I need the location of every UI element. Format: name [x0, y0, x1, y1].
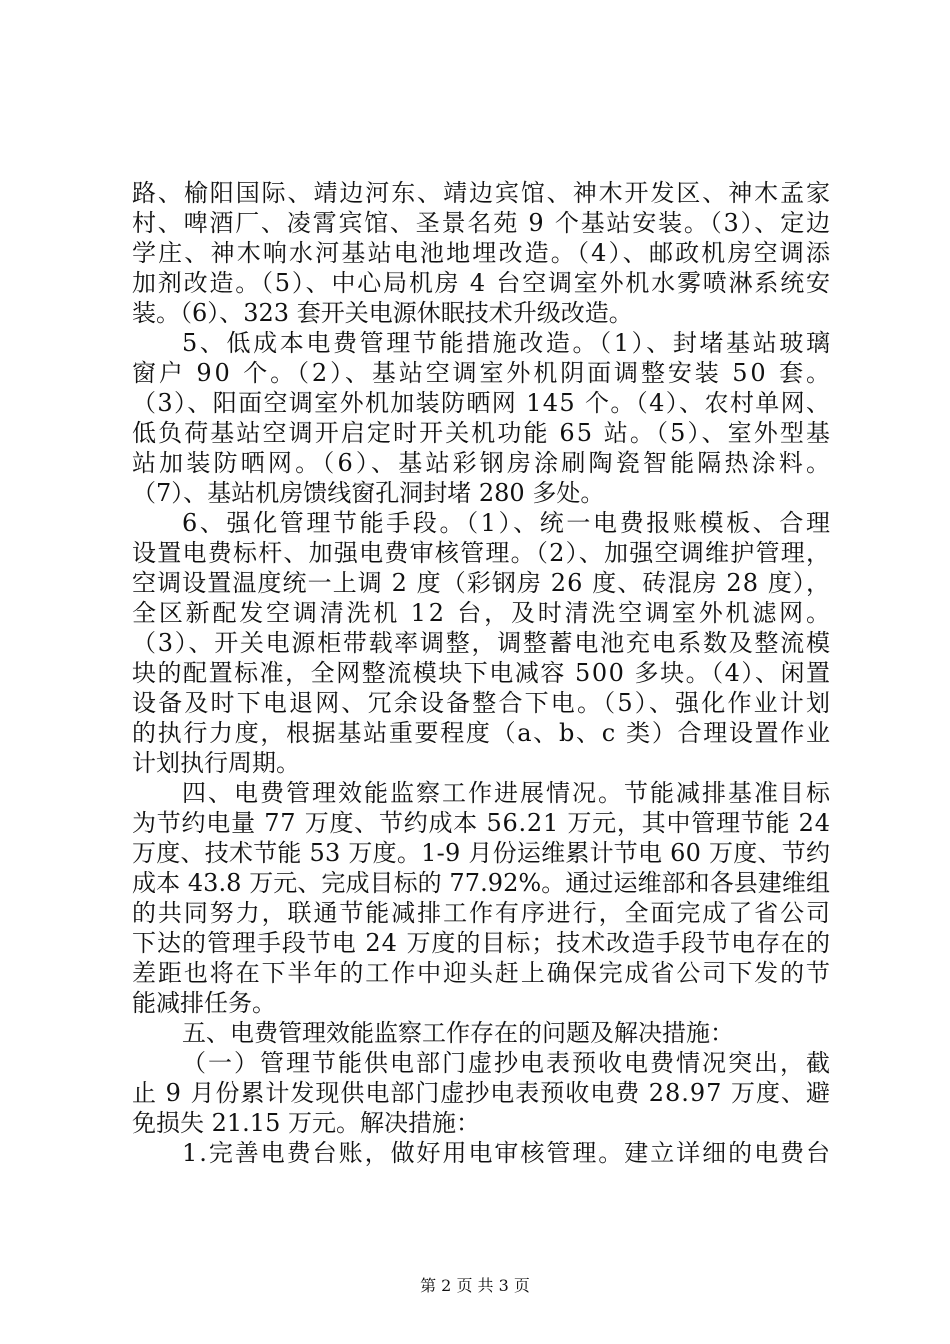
- text-line-content: 装。（6）、323 套开关电源休眠技术升级改造。: [132, 299, 633, 327]
- text-line-content: 路、榆阳国际、靖边河东、靖边宾馆、神木开发区、神木孟家: [132, 179, 832, 207]
- text-line-content: 1.完善电费台账，做好用电审核管理。建立详细的电费台: [182, 1139, 832, 1167]
- text-line-content: 的执行力度，根据基站重要程度（a、b、c 类）合理设置作业: [132, 719, 832, 747]
- text-line-content: 为节约电量 77 万度、节约成本 56.21 万元，其中管理节能 24: [132, 809, 831, 837]
- text-line-content: 学庄、神木响水河基站电池地埋改造。（4）、邮政机房空调添: [132, 239, 833, 267]
- text-line-content: 能减排任务。: [132, 989, 276, 1017]
- text-line-content: 加剂改造。（5）、中心局机房 4 台空调室外机水雾喷淋系统安: [132, 269, 832, 297]
- text-line-content: 止 9 月份累计发现供电部门虚抄电表预收电费 28.97 万度、避: [132, 1079, 831, 1107]
- text-line-content: 免损失 21.15 万元。解决措施：: [132, 1109, 480, 1137]
- text-line-content: 低负荷基站空调开启定时开关机功能 65 站。（5）、室外型基: [132, 419, 833, 447]
- text-line-content: 下达的管理手段节电 24 万度的目标；技术改造手段节电存在的: [132, 929, 831, 957]
- text-line-content: 差距也将在下半年的工作中迎头赶上确保完成省公司下发的节: [132, 959, 832, 987]
- text-line-content: 6、强化管理节能手段。（1）、统一电费报账模板、合理: [182, 509, 833, 537]
- text-line-content: 窗户 90 个。（2）、基站空调室外机阴面调整安装 50 套。: [132, 359, 833, 387]
- text-line-content: 站加装防晒网。（6）、基站彩钢房涂刷陶瓷智能隔热涂料。: [132, 449, 834, 477]
- text-line-content: 成本 43.8 万元、完成目标的 77.92%。通过运维部和各县建维组: [132, 869, 831, 897]
- text-line-content: （一）管理节能供电部门虚抄电表预收电费情况突出，截: [182, 1049, 832, 1077]
- text-line-content: 块的配置标准，全网整流模块下电减容 500 多块。（4）、闲置: [132, 659, 832, 687]
- text-line-content: 空调设置温度统一上调 2 度（彩钢房 26 度、砖混房 28 度），: [132, 569, 832, 597]
- text-line-content: 的共同努力，联通节能减排工作有序进行，全面完成了省公司: [132, 899, 832, 927]
- text-line-content: （7）、基站机房馈线窗孔洞封堵 280 多处。: [132, 479, 605, 507]
- page-footer: 第 2 页 共 3 页: [420, 1276, 530, 1295]
- text-line-content: 村、啤酒厂、凌霄宾馆、圣景名苑 9 个基站安装。（3）、定边: [132, 209, 832, 237]
- text-line-content: （3）、开关电源柜带载率调整，调整蓄电池充电系数及整流模: [132, 629, 832, 657]
- text-line-content: 设备及时下电退网、冗余设备整合下电。（5）、强化作业计划: [132, 689, 833, 717]
- text-line-content: 全区新配发空调清洗机 12 台，及时清洗空调室外机滤网。: [132, 599, 833, 627]
- text-line-content: 万度、技术节能 53 万度。1-9 月份运维累计节电 60 万度、节约: [132, 839, 831, 867]
- text-line-content: 四、电费管理效能监察工作进展情况。节能减排基准目标: [182, 779, 832, 807]
- text-line-content: 五、电费管理效能监察工作存在的问题及解决措施：: [182, 1019, 734, 1047]
- text-line-content: 5、低成本电费管理节能措施改造。（1）、封堵基站玻璃: [182, 329, 833, 357]
- text-line-content: 计划执行周期。: [132, 749, 300, 777]
- text-line-content: 设置电费标杆、加强电费审核管理。（2）、加强空调维护管理，: [132, 539, 832, 567]
- text-line-content: （3）、阳面空调室外机加装防晒网 145 个。（4）、农村单网、: [132, 389, 832, 417]
